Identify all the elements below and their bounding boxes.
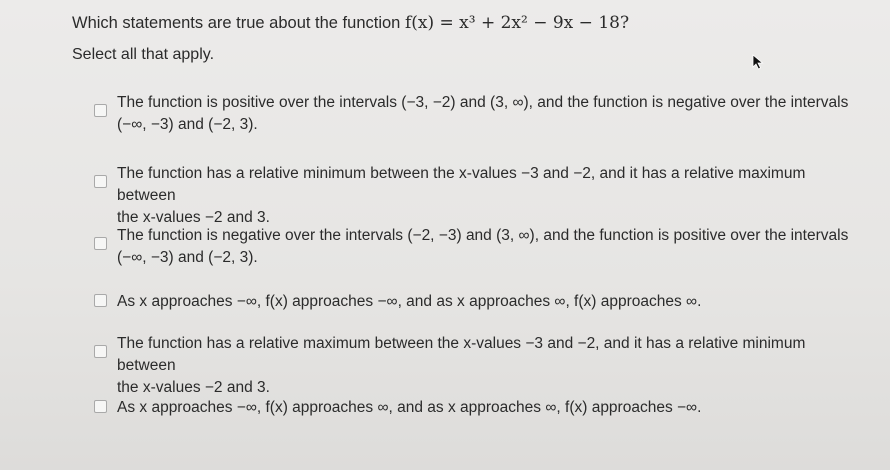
option-6-line1: As x approaches −∞, f(x) approaches ∞, and as x approaches ∞, f(x) approaches −∞.	[117, 399, 702, 416]
option-1[interactable]	[94, 92, 864, 136]
option-5-line2: the x-values −2 and 3.	[117, 379, 270, 396]
option-2-checkbox[interactable]	[94, 175, 107, 188]
option-4[interactable]	[94, 290, 864, 313]
question-text	[72, 12, 629, 34]
option-3-checkbox[interactable]	[94, 237, 107, 250]
option-1-line2: (−∞, −3) and (−2, 3).	[117, 116, 258, 133]
option-1-checkbox[interactable]	[94, 104, 107, 117]
option-4-checkbox[interactable]	[94, 294, 107, 307]
option-5[interactable]	[94, 333, 864, 399]
mouse-cursor-icon	[752, 54, 764, 70]
option-4-line1: As x approaches −∞, f(x) approaches −∞, and as x approaches ∞, f(x) approaches ∞.	[117, 293, 702, 310]
option-1-line1: The function is positive over the intervals (−3, −2) and (3, ∞), and the function is negative over the intervals	[117, 94, 849, 111]
option-3-line1: The function is negative over the intervals (−2, −3) and (3, ∞), and the function is positive over the intervals	[117, 227, 849, 244]
option-3[interactable]	[94, 225, 864, 269]
option-2[interactable]	[94, 163, 864, 229]
option-2-line1: The function has a relative minimum between the x-values −3 and −2, and it has a relative maximum between	[117, 165, 806, 204]
option-3-line2: (−∞, −3) and (−2, 3).	[117, 249, 258, 266]
option-5-line1: The function has a relative maximum between the x-values −3 and −2, and it has a relative minimum between	[117, 335, 806, 374]
option-6-checkbox[interactable]	[94, 400, 107, 413]
question-prefix: Which statements are true about the function	[72, 14, 405, 32]
option-6[interactable]	[94, 396, 864, 419]
question-function: f(x) = x³ + 2x² − 9x − 18?	[404, 13, 630, 33]
option-2-line2: the x-values −2 and 3.	[117, 209, 270, 226]
instruction-text: Select all that apply.	[72, 46, 215, 63]
option-5-checkbox[interactable]	[94, 345, 107, 358]
